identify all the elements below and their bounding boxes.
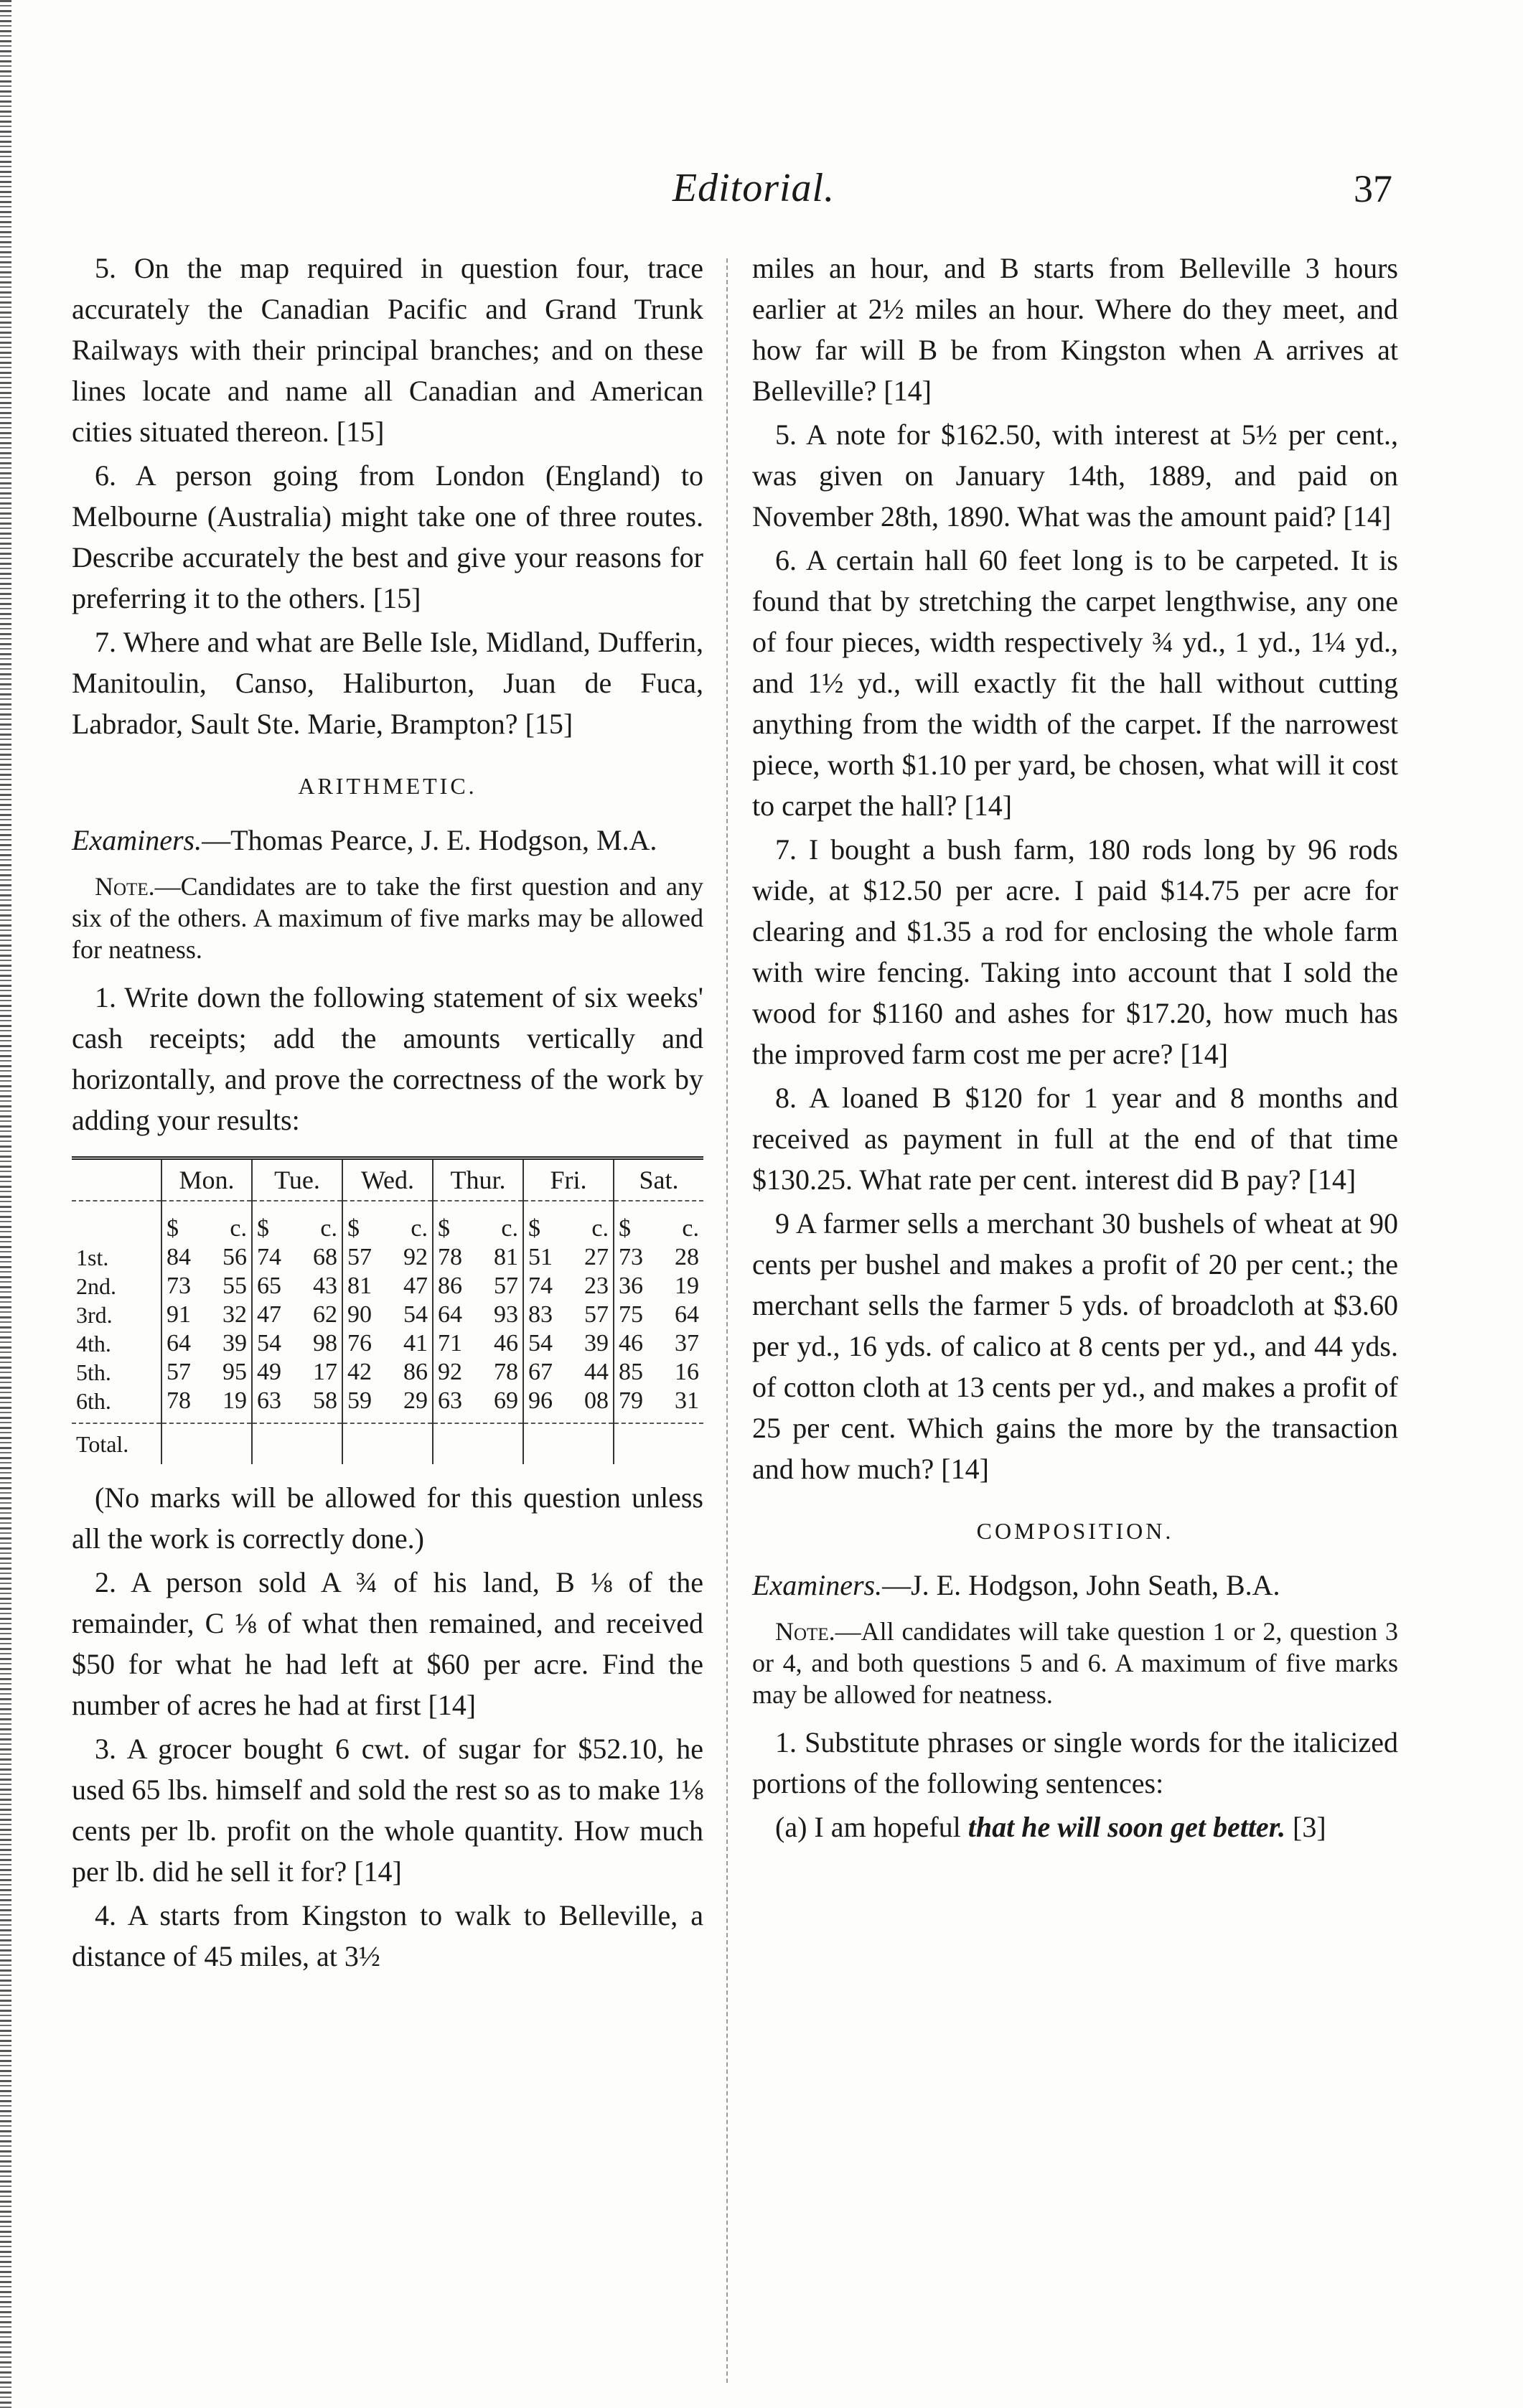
note-text: —Candidates are to take the first question and any six of the others. A maximum of five marks may be allowed for neatness. (72, 872, 703, 964)
column-header: Fri. (523, 1158, 614, 1201)
cents: 57 (584, 1301, 609, 1328)
amount-cell (433, 1358, 523, 1387)
arithmetic-question-4: 4. A starts from Kingston to walk to Belleville, a distance of 45 miles, at 3½ (72, 1899, 703, 1972)
amount-cell (523, 1387, 614, 1423)
amount-cell (161, 1301, 252, 1329)
cents: 23 (584, 1273, 609, 1299)
dollars: 91 (167, 1301, 191, 1328)
amount-cell (614, 1329, 703, 1358)
table-row (72, 1358, 703, 1387)
dollars: 74 (528, 1273, 553, 1299)
cents: 47 (403, 1273, 428, 1299)
composition-question-1: 1. Substitute phrases or single words for the italicized portions of the following sentences: (752, 1726, 1398, 1799)
row-label: 2nd. (76, 1273, 116, 1299)
cents: 43 (313, 1273, 337, 1299)
arithmetic-question-9: 9 A farmer sells a merchant 30 bushels of wheat at 90 cents per bushel and makes a profit of 20 per cent.; the merchant sells the farmer 5 yds. of broadcloth at $3.60 per yd., 16 yds. of calico at 8 cents per yd., and 44 yds. of cotton cloth at 13 cents per yd., and makes a profit of 25 per cent. Which gains the more by the transaction and how much? [14] (752, 1207, 1398, 1485)
cents: 93 (494, 1301, 518, 1328)
composition-note (752, 1616, 1398, 1710)
column-header: Tue. (252, 1158, 342, 1201)
cash-receipts-table (72, 1156, 703, 1464)
amount-cell (161, 1272, 252, 1301)
arithmetic-question-3: 3. A grocer bought 6 cwt. of sugar for $52.10, he used 65 lbs. himself and sold the rest so as to make 1⅛ cents per lb. profit on the whole quantity. How much per lb. did he sell it for? [14] (72, 1733, 703, 1888)
cents: 19 (675, 1273, 699, 1299)
total-cell (433, 1423, 523, 1464)
dollars: 51 (528, 1244, 553, 1270)
cents: 32 (222, 1301, 247, 1328)
dollars: 57 (167, 1359, 191, 1385)
units-cell: $ c. (161, 1201, 252, 1243)
dollars: 78 (167, 1387, 191, 1414)
column-header: Thur. (433, 1158, 523, 1201)
dollars: 75 (619, 1301, 643, 1328)
table-corner (72, 1158, 161, 1201)
units-cell: $ c. (614, 1201, 703, 1243)
dollars: 57 (347, 1244, 372, 1270)
total-cell (342, 1423, 433, 1464)
cents: 29 (403, 1387, 428, 1414)
dollars: 67 (528, 1359, 553, 1385)
cents: 56 (222, 1244, 247, 1270)
dollars: 73 (619, 1244, 643, 1270)
total-row (72, 1423, 703, 1464)
cents: 92 (403, 1244, 428, 1270)
cents: 55 (222, 1273, 247, 1299)
table-header-row (72, 1158, 703, 1201)
dollars: 49 (257, 1359, 281, 1385)
cents: 27 (584, 1244, 609, 1270)
column-header: Wed. (342, 1158, 433, 1201)
row-label: 5th. (76, 1359, 111, 1385)
amount-cell (614, 1387, 703, 1423)
amount-cell (614, 1358, 703, 1387)
cents: 57 (494, 1273, 518, 1299)
dollars: 65 (257, 1273, 281, 1299)
note-label: Note. (775, 1617, 835, 1646)
amount-cell (342, 1329, 433, 1358)
units-cell: $ c. (433, 1201, 523, 1243)
amount-cell (523, 1243, 614, 1272)
table-row (72, 1329, 703, 1358)
amount-cell (523, 1329, 614, 1358)
cents: 16 (675, 1359, 699, 1385)
amount-cell (161, 1387, 252, 1423)
cents: 81 (494, 1244, 518, 1270)
dollars: 36 (619, 1273, 643, 1299)
amount-cell (342, 1387, 433, 1423)
note-text: —All candidates will take question 1 or 2, question 3 or 4, and both questions 5 and 6. A maximum of five marks may be allowed for neatness. (752, 1617, 1398, 1709)
column-header: Sat. (614, 1158, 703, 1201)
dollars: 81 (347, 1273, 372, 1299)
geography-question-5: 5. On the map required in question four, trace accurately the Canadian Pacific and Grand Trunk Railways with their principal branches; and on these lines locate and name all Canadian and American cities situated thereon. [15] (72, 252, 703, 448)
cents: 69 (494, 1387, 518, 1414)
cents: 86 (403, 1359, 428, 1385)
total-cell (252, 1423, 342, 1464)
table-row (72, 1243, 703, 1272)
cents: 58 (313, 1387, 337, 1414)
amount-cell (161, 1329, 252, 1358)
column-divider (726, 258, 728, 2383)
cents: 44 (584, 1359, 609, 1385)
page-edge (0, 0, 11, 2408)
amount-cell (523, 1358, 614, 1387)
composition-question-1a (752, 1807, 1398, 1847)
arithmetic-question-1: 1. Write down the following statement of six weeks' cash receipts; add the amounts vertically and horizontally, and prove the correctness of the work by adding your results: (72, 981, 703, 1136)
amount-cell (614, 1272, 703, 1301)
arithmetic-question-7: 7. I bought a bush farm, 180 rods long by 96 rods wide, at $12.50 per acre. I paid $14.75 per acre for clearing and $1.35 a rod for enclosing the whole farm with wire fencing. Taking into account that I sold the wood for $1160 and ashes for $17.20, how much has the improved farm cost me per acre? [14] (752, 833, 1398, 1070)
cents: 54 (403, 1301, 428, 1328)
amount-cell (342, 1358, 433, 1387)
arithmetic-question-6: 6. A certain hall 60 feet long is to be carpeted. It is found that by stretching the carpet lengthwise, any one of four pieces, width respectively ¾ yd., 1 yd., 1¼ yd., and 1½ yd., will exactly fit the hall without cutting anything from the width of the carpet. If the narrowest piece, worth $1.10 per yard, be chosen, what will it cost to carpet the hall? [14] (752, 544, 1398, 822)
composition-heading: COMPOSITION. (976, 1518, 1174, 1544)
cents: 39 (222, 1330, 247, 1357)
question-1a-prefix: (a) I am hopeful (775, 1811, 968, 1843)
amount-cell (252, 1358, 342, 1387)
right-column (752, 248, 1398, 1850)
amount-cell (342, 1243, 433, 1272)
amount-cell (252, 1387, 342, 1423)
dollars: 79 (619, 1387, 643, 1414)
dollars: 64 (438, 1301, 462, 1328)
question-1a-suffix: [3] (1285, 1811, 1326, 1843)
examiners-label: Examiners. (752, 1569, 883, 1601)
dollars: 63 (257, 1387, 281, 1414)
arithmetic-question-2: 2. A person sold A ¾ of his land, B ⅛ of the remainder, C ⅛ of what then remained, and received $50 for what he had left at $60 per acre. Find the number of acres he had at first [14] (72, 1566, 703, 1721)
examiners-label: Examiners. (72, 824, 202, 856)
total-cell (161, 1423, 252, 1464)
dollars: 86 (438, 1273, 462, 1299)
table-row (72, 1301, 703, 1329)
dollars: 84 (167, 1244, 191, 1270)
cents: 68 (313, 1244, 337, 1270)
row-label: 3rd. (76, 1302, 113, 1328)
row-label: 6th. (76, 1388, 111, 1414)
dollars: 71 (438, 1330, 462, 1357)
row-label: 4th. (76, 1331, 111, 1357)
table-row (72, 1387, 703, 1423)
amount-cell (523, 1272, 614, 1301)
amount-cell (252, 1301, 342, 1329)
arithmetic-heading: ARITHMETIC. (298, 773, 477, 799)
cents: 17 (313, 1359, 337, 1385)
dollars: 90 (347, 1301, 372, 1328)
dollars: 64 (167, 1330, 191, 1357)
dollars: 73 (167, 1273, 191, 1299)
amount-cell (433, 1387, 523, 1423)
units-cell: $ c. (252, 1201, 342, 1243)
geography-question-6: 6. A person going from London (England) to Melbourne (Australia) might take one of three routes. Describe accurately the best and give your reasons for preferring it to the others. [15] (72, 459, 703, 614)
amount-cell (161, 1358, 252, 1387)
dollars: 92 (438, 1359, 462, 1385)
arithmetic-examiners (72, 820, 703, 861)
units-cell: $ c. (523, 1201, 614, 1243)
dollars: 83 (528, 1301, 553, 1328)
dollars: 85 (619, 1359, 643, 1385)
cents: 78 (494, 1359, 518, 1385)
cents: 41 (403, 1330, 428, 1357)
amount-cell (433, 1272, 523, 1301)
units-cell: $ c. (342, 1201, 433, 1243)
amount-cell (161, 1243, 252, 1272)
amount-cell (342, 1272, 433, 1301)
amount-cell (433, 1329, 523, 1358)
dollars: 76 (347, 1330, 372, 1357)
left-column (72, 248, 703, 1980)
arithmetic-question-8: 8. A loaned B $120 for 1 year and 8 months and received as payment in full at the end of that time $130.25. What rate per cent. interest did B pay? [14] (752, 1082, 1398, 1196)
total-label: Total. (72, 1423, 161, 1464)
composition-examiners (752, 1565, 1398, 1606)
amount-cell (523, 1301, 614, 1329)
dollars: 47 (257, 1301, 281, 1328)
cents: 98 (313, 1330, 337, 1357)
dollars: 54 (528, 1330, 553, 1357)
dollars: 78 (438, 1244, 462, 1270)
cents: 37 (675, 1330, 699, 1357)
arithmetic-question-5: 5. A note for $162.50, with interest at 5½ per cent., was given on January 14th, 1889, and paid on November 28th, 1890. What was the amount paid? [14] (752, 418, 1398, 533)
table-note: (No marks will be allowed for this question unless all the work is correctly done.) (72, 1481, 703, 1555)
dollars: 63 (438, 1387, 462, 1414)
table-row (72, 1272, 703, 1301)
amount-cell (614, 1243, 703, 1272)
amount-cell (433, 1301, 523, 1329)
dollars: 74 (257, 1244, 281, 1270)
arithmetic-question-4-continued: miles an hour, and B starts from Belleville 3 hours earlier at 2½ miles an hour. Where do they meet, and how far will B be from Kingston when A arrives at Belleville? [14] (752, 252, 1398, 407)
cents: 95 (222, 1359, 247, 1385)
cents: 62 (313, 1301, 337, 1328)
dollars: 42 (347, 1359, 372, 1385)
amount-cell (252, 1243, 342, 1272)
examiners-names: —J. E. Hodgson, John Seath, B.A. (882, 1569, 1280, 1601)
amount-cell (342, 1301, 433, 1329)
amount-cell (252, 1272, 342, 1301)
cents: 46 (494, 1330, 518, 1357)
examiners-names: —Thomas Pearce, J. E. Hodgson, M.A. (202, 824, 657, 856)
dollars: 54 (257, 1330, 281, 1357)
row-label: 1st. (76, 1245, 109, 1270)
total-cell (614, 1423, 703, 1464)
arithmetic-note (72, 871, 703, 965)
units-row (72, 1201, 703, 1243)
amount-cell (614, 1301, 703, 1329)
cents: 31 (675, 1387, 699, 1414)
amount-cell (433, 1243, 523, 1272)
cents: 19 (222, 1387, 247, 1414)
amount-cell (252, 1329, 342, 1358)
geography-question-7: 7. Where and what are Belle Isle, Midland, Dufferin, Manitoulin, Canso, Haliburton, Juan de Fuca, Labrador, Sault Ste. Marie, Brampton? [15] (72, 626, 703, 740)
dollars: 96 (528, 1387, 553, 1414)
dollars: 59 (347, 1387, 372, 1414)
cents: 39 (584, 1330, 609, 1357)
cents: 08 (584, 1387, 609, 1414)
total-cell (523, 1423, 614, 1464)
page-number: 37 (1354, 167, 1392, 210)
cents: 64 (675, 1301, 699, 1328)
note-label: Note. (95, 872, 155, 901)
italicized-portion: that he will soon get better. (967, 1811, 1286, 1843)
running-head: Editorial. (672, 166, 835, 210)
cents: 28 (675, 1244, 699, 1270)
column-header: Mon. (161, 1158, 252, 1201)
dollars: 46 (619, 1330, 643, 1357)
